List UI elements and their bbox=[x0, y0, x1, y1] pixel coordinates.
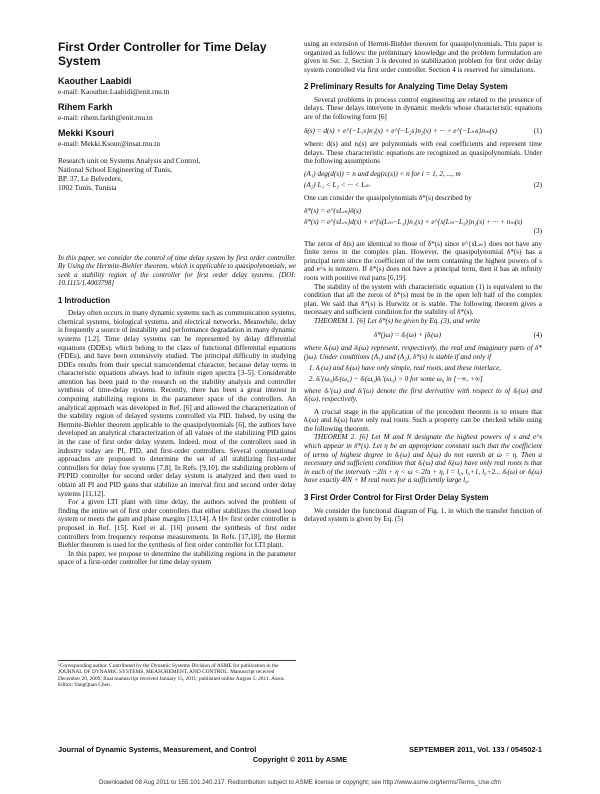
paragraph: Several problems in process control engineering are related to the presence of delays. These delays intervene in dynamic models whose characteristic equations are of the following form [6] bbox=[304, 95, 542, 122]
equation bbox=[304, 127, 542, 136]
equation-number: (2) bbox=[533, 180, 542, 189]
list-item: 2. δᵢ′(ω₀)δᵣ(ω₀) − δᵢ(ω₀)δᵣ′(ω₀) > 0 for some ω₀ in [−∞, +∞] bbox=[316, 375, 542, 384]
download-notice: Downloaded 08 Aug 2011 to 155.101.240.217. Redistribution subject to ASME license or copyright; see http://www.asme.org/terms/Terms_Use.cfm bbox=[99, 779, 501, 786]
assumption: (A₁) deg(d(s)) = n and deg(nᵢ(s)) < n for i = 1, 2, ..., m bbox=[304, 170, 461, 179]
affiliation bbox=[58, 156, 296, 192]
section-heading: 2 Preliminary Results for Analyzing Time Delay System bbox=[304, 82, 508, 92]
paper-title: First Order Controller for Time Delay System bbox=[58, 40, 267, 68]
assumption: (A₂) L₁ < L₂ < ··· < Lₘ bbox=[304, 180, 370, 189]
paragraph: using an extension of Hermit-Biehler theorem for quasipolynomials. This paper is organized as follows: the preliminary knowledge and the problem formulation are given in Sec. 2. Section 3 is devoted to stabilization problem for first order delay system controlled via first order controller. Section 4 is reserved for simulations. bbox=[304, 40, 542, 74]
paragraph: where: d(s) and nᵢ(s) are polynomials with real coefficients and represent time delays. These characteristic equations are recognized as quasipolynomials. Under the following assumptions bbox=[304, 140, 542, 166]
author-name: Rihem Farkh bbox=[58, 102, 113, 112]
affiliation-line: BP. 37, Le Belvedere, bbox=[58, 174, 123, 183]
theorem: where δᵣ(ω) and δᵢ(ω) represent, respectively, the real and imaginary parts of δ*(jω). Under conditions (A₁) and (A₂), δ*(s) is stable if and only if bbox=[304, 344, 542, 361]
equation-number: (3) bbox=[533, 227, 542, 235]
equation bbox=[304, 331, 542, 340]
equation-body: δ(s) = d(s) + e^{−L₁s}n₁(s) + e^{−L₂s}n₂(s) + ··· + e^{−Lₘs}nₘ(s) bbox=[304, 126, 498, 135]
equation-number: (1) bbox=[533, 126, 542, 135]
theorem: THEOREM 2. [6] Let M and N designate the highest powers of s and e^s which appear in δ*(s). Let η be an appropriate constant such that the coefficient of terms of highest degree in δᵣ(ω) and δᵢ(ω) do not vanish at ω = η. Then a necessary and sufficient condition that δᵣ(ω) and δᵢ(ω) have only real roots is that in each of the intervals −2lπ + η < ω < 2lπ + η, l = l₀, l₀+1, l₀+2... δᵣ(ω) or δᵢ(ω) have exactly 4lN + M real roots for a sufficiently large l₀. bbox=[304, 433, 542, 485]
equation-body: δ*(s) = e^{sLₘ}δ(s) bbox=[304, 206, 362, 215]
condition-list bbox=[316, 364, 542, 383]
journal-name: Journal of Dynamic Systems, Measurement, and Control bbox=[58, 745, 257, 754]
author-name: Mekki Ksouri bbox=[58, 128, 115, 138]
copyright: Copyright © 2011 by ASME bbox=[252, 755, 348, 764]
equation bbox=[304, 181, 542, 190]
section-heading: 3 First Order Control for First Order Delay System bbox=[304, 493, 489, 503]
paragraph: We consider the functional diagram of Fig. 1, in which the transfer function of delayed system is given by Eq. (5) bbox=[304, 506, 542, 524]
theorem: where δᵣ′(ω) and δᵢ′(ω) denote the first derivative with respect to of δᵣ(ω) and δᵢ(ω), respectively. bbox=[304, 386, 542, 404]
paragraph: One can consider the quasipolynomials δ*(s) described by bbox=[304, 194, 472, 203]
paragraph: For a given LTI plant with time delay, the authors solved the problem of finding the entire set of first order controllers that either stabilizes the closed loop system or meets the gain and phase margins [13,14]. A H∞ first order controller is proposed in Ref. [15]. Keel et al. [16] present the synthesis of first order controllers from frequency response measurements. In Refs. [17,18], the Hermit Biehler theorem is used for the synthesis of first order controller for LTI plant. bbox=[58, 498, 296, 550]
author-email[interactable]: e-mail: Kaouther.Laabidi@enit.rnu.tn bbox=[58, 87, 170, 96]
affiliation-line: Research unit on Systems Analysis and Control, bbox=[58, 156, 201, 165]
author-email[interactable]: e-mail: rihem.farkh@enit.rnu.tn bbox=[58, 113, 153, 122]
affiliation-line: 1002 Tunis, Tunisia bbox=[58, 183, 117, 192]
author-block bbox=[58, 76, 296, 148]
right-column bbox=[304, 40, 542, 524]
equation-body: δ*(jω) = δᵣ(ω) + jδᵢ(ω) bbox=[374, 330, 441, 339]
author-name: Kaouther Laabidi bbox=[58, 76, 132, 86]
paragraph: In this paper, we propose to determine the stabilizing regions in the parameter space of a first-order controller for time delay system bbox=[58, 549, 296, 567]
paragraph: Delay often occurs in many dynamic systems such as communication systems, chemical systems, biological systems, and electrical networks. Meanwhile, delay is frequently a source of instability and performance degradation in many dynamic systems [1,2]. Time delay systems can be represented by delay differential equations (DDEs), which belong to the class of functional differential equations (FDEs), and have been extensively studied. The principal difficulty in studying DDEs results from their special transcendental character, because delay terms in characteristic equations always lead to infinite eigen spectra [3–5]. Considerable attention has been paid to the research on the stability analysis and controller synthesis of time-delay systems. Recently, there has been a great interest in computing stabilizing regions in the parameter space of the controllers. An analytical approach was developed in Ref. [6] and allowed the characterization of the stability region of delayed systems controlled via PID. Indeed, by using the Hermite-Biehler theorem applicable to the quasipolynomials [6], the authors have developed an analytical characterization of all values of the stabilizing PID gains in the case of first order delay system. Indeed, most of the controllers used in industry today are PI, PID, and first-order controllers. Several computational approaches are proposed to determine the set of all stabilizing first-order controllers for delay free systems [7,8]. In Refs. [9,10], the stabilizing problem of PI/PID controller for second order delay system is analyzed and then used to obtain all PI and PID gains that stabilize an interval first and second order delay systems [11,12]. bbox=[58, 309, 296, 498]
abstract: In this paper, we consider the control of time delay system by first order controller. By Using the Hermite-Biehler theorem, which is applicable to quasipolynomials, we seek a stability region of the controller for first order delay systems. [DOI: 10.1115/1.4003798] bbox=[58, 254, 296, 288]
affiliation-line: National School Engineering of Tunis, bbox=[58, 165, 172, 174]
footnote: ¹Corresponding author. Contributed by the Dynamic Systems Division of ASME for publication in the JOURNAL OF DYNAMIC SYSTEMS, MEASUREMENT, AND CONTROL. Manuscript received December 20, 2009; final manuscript received January 15, 2011; published online August 5, 2011. Assoc. Editor: YangQuan Chen. bbox=[58, 660, 296, 689]
section-heading: 1 Introduction bbox=[58, 295, 110, 305]
equation-body: δ*(s) = e^{sLₘ}d(s) + e^{s(Lₘ−L₁)}n₁(s) + e^{s(Lₘ−L₂)}n₂(s) + ··· + nₘ(s) bbox=[304, 218, 523, 227]
author-email[interactable]: e-mail: Mekki.Ksour@insat.rnu.tn bbox=[58, 139, 161, 148]
paragraph: The zeros of δ(s) are identical to those of δ*(s) since e^{sLₘ} does not have any finite zeros in the complex plan. However, the quasipolynomial δ*(s) has a principal term since the coefficient of the term containing the highest powers of s and e^s is nonzero. If δ*(s) does not have a principal term, then it has an infinity roots with positive real parts [6,19]. bbox=[304, 239, 542, 282]
issue-info: SEPTEMBER 2011, Vol. 133 / 054502-1 bbox=[409, 745, 542, 754]
left-column bbox=[58, 40, 296, 567]
paragraph: A crucial stage in the application of the precedent theorem is to ensure that δᵣ(ω) and δᵢ(ω) have only real roots. Such a property can be checked while using the following theorem. bbox=[304, 407, 542, 433]
equation-number: (4) bbox=[533, 330, 542, 339]
theorem: THEOREM 1. [6] Let δ*(s) be given by Eq. (3), and write bbox=[314, 316, 481, 325]
list-item: 1. δᵣ(ω) and δᵢ(ω) have only simple, real roots, and these interlace, bbox=[316, 364, 542, 373]
paragraph: The stability of the system with characteristic equation (1) is equivalent to the condition that all the zeros of δ*(s) must be in the open left half of the complex plan. We said that δ*(s) is Hurwitz or is stable. The following theorem gives a necessary and sufficient condition for the stability of δ*(s). bbox=[304, 282, 542, 317]
